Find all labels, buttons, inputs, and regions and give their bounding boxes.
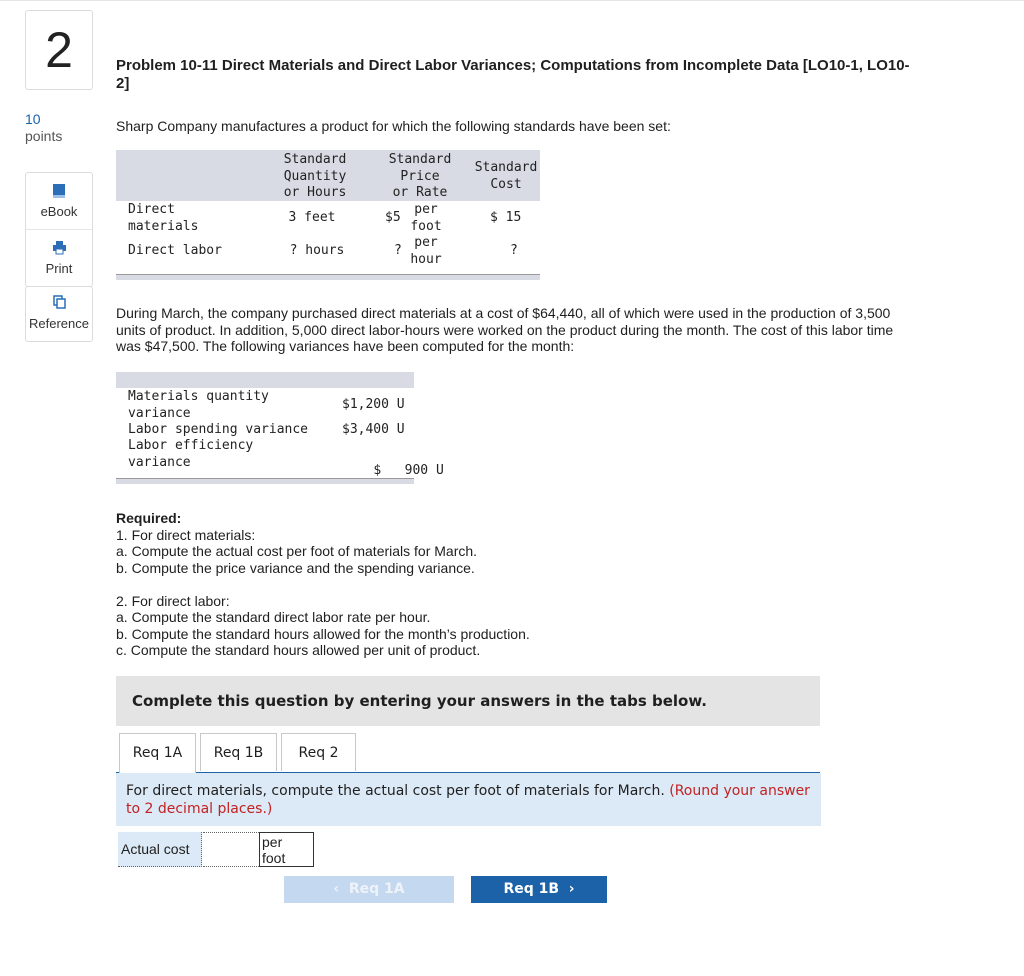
variance-amount	[342, 446, 444, 496]
required-line: b. Compute the price variance and the spending variance.	[116, 559, 475, 576]
labor-cost: ?	[510, 243, 518, 258]
tab-req-2[interactable]: Req 2	[281, 733, 356, 771]
required-line: a. Compute the actual cost per foot of materials for March.	[116, 543, 478, 559]
label-line: variance	[128, 405, 191, 421]
prev-req-button[interactable]	[284, 876, 454, 903]
variances-table-footer	[116, 478, 414, 484]
materials-cost: $ 15	[490, 210, 522, 225]
amount: $3,400	[342, 422, 389, 437]
amount: $1,200	[342, 397, 389, 412]
ebook-label: eBook	[40, 204, 78, 219]
tab-req-1a[interactable]: Req 1A	[119, 733, 196, 773]
label-line: Labor efficiency	[128, 438, 254, 453]
required-heading: Required:	[116, 510, 182, 526]
required-line: b. Compute the standard hours allowed for the month’s production.	[116, 625, 530, 642]
unit-line: foot	[410, 218, 442, 234]
header-line: Standard	[474, 160, 538, 175]
variance-type: U	[396, 422, 405, 437]
instruction-note: (Round your answer to 2 decimal places.)	[126, 783, 810, 817]
variance-amount	[342, 397, 405, 414]
actual-cost-unit	[259, 832, 314, 867]
instruction-text: For direct materials, compute the actual cost per foot of materials for March.	[126, 783, 665, 799]
header-standard-price	[375, 152, 465, 202]
required-section	[116, 510, 916, 659]
problem-intro: Sharp Company manufactures a product for which the following standards have been set:	[116, 118, 671, 134]
header-line: Price	[400, 168, 440, 184]
question-number: 2	[25, 10, 93, 90]
label-line: Materials quantity	[128, 389, 269, 404]
chevron-left-icon: ‹	[333, 881, 340, 897]
header-line: or Hours	[283, 185, 347, 200]
variance-label	[128, 389, 269, 422]
variance-type: U	[396, 397, 405, 412]
label-line: materials	[128, 218, 199, 234]
required-line: 1. For direct materials:	[116, 526, 256, 543]
labor-price-unit	[404, 235, 448, 268]
printer-icon	[52, 240, 67, 255]
standards-table-footer	[116, 274, 540, 280]
resource-sidebar	[25, 172, 93, 287]
row-label-direct-materials	[128, 202, 198, 235]
copy-icon	[53, 295, 66, 309]
variances-table-header	[116, 372, 414, 388]
next-label: Req 1B	[503, 881, 560, 897]
required-line: c. Compute the standard hours allowed per unit of product.	[116, 642, 481, 658]
unit-line: per	[414, 235, 438, 250]
amount: $ 900	[373, 462, 429, 478]
header-line: Standard	[283, 152, 347, 167]
required-spacer	[116, 576, 916, 593]
row-label-direct-labor: Direct labor	[128, 243, 222, 258]
unit-line: foot	[262, 850, 286, 866]
variance-label: Labor spending variance	[128, 422, 309, 437]
header-standard-cost	[466, 160, 546, 193]
header-line: Standard	[388, 152, 452, 167]
label-line: Direct	[128, 202, 175, 217]
ebook-button[interactable]	[26, 173, 92, 230]
materials-price: $5	[385, 210, 401, 225]
points-label: points	[25, 128, 63, 144]
labor-qty: ? hours	[289, 243, 345, 258]
header-line: or Rate	[392, 185, 448, 200]
print-button[interactable]	[26, 230, 92, 286]
labor-price: ?	[394, 243, 402, 258]
reference-button[interactable]	[25, 286, 93, 342]
header-line: Quantity	[283, 168, 347, 184]
instruction-box	[116, 773, 821, 826]
materials-price-unit	[404, 202, 448, 235]
header-line: Cost	[490, 176, 522, 192]
print-label: Print	[45, 261, 73, 276]
header-standard-quantity	[270, 152, 360, 202]
actual-cost-input[interactable]	[203, 832, 259, 867]
label-line: variance	[128, 454, 191, 470]
banner-text: Complete this question by entering your answers in the tabs below.	[132, 692, 707, 710]
actual-cost-label: Actual cost	[118, 832, 202, 867]
unit-line: hour	[410, 251, 442, 267]
problem-scenario: During March, the company purchased direct materials at a cost of $64,440, all of which were used in the production of 3,500 units of product. In addition, 5,000 direct labor-hours were worked on the product during the month. The cost of this labor time was $47,500. The following variances have been computed for the month:	[116, 305, 894, 354]
points-info	[25, 111, 62, 145]
chevron-right-icon: ›	[568, 881, 575, 897]
answer-banner	[116, 676, 820, 726]
unit-line: per	[262, 834, 283, 850]
tab-req-1b[interactable]: Req 1B	[200, 733, 277, 771]
required-line: a. Compute the standard direct labor rate per hour.	[116, 609, 431, 625]
materials-qty: 3 feet	[288, 210, 336, 225]
problem-title: Problem 10-11 Direct Materials and Direct Labor Variances; Computations from Incomplete Data [LO10-1, LO10-2]	[116, 57, 910, 92]
required-line: 2. For direct labor:	[116, 592, 230, 609]
prev-label: Req 1A	[348, 881, 405, 897]
variance-type: U	[435, 462, 444, 478]
unit-line: per	[414, 202, 438, 217]
book-icon	[52, 183, 66, 199]
variance-amount	[342, 422, 405, 439]
variance-label	[128, 438, 253, 471]
next-req-button[interactable]	[471, 876, 607, 903]
top-divider	[0, 0, 1024, 1]
reference-label: Reference	[29, 316, 89, 331]
points-value: 10	[25, 111, 41, 127]
